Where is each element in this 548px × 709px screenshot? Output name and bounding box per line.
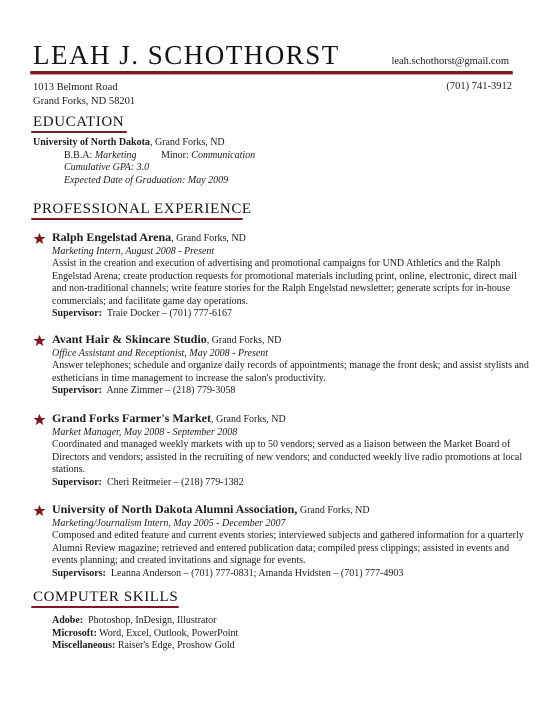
job-supervisor (52, 477, 528, 489)
job-supervisor (52, 385, 536, 397)
education-heading: EDUCATION (33, 114, 125, 130)
skill-label: Microsoft: (52, 627, 97, 639)
experience-heading: PROFESSIONAL EXPERIENCE (33, 201, 252, 217)
job-entry (52, 411, 528, 489)
skill-value: Raiser's Edge, Proshow Gold (117, 640, 235, 652)
supervisor-value: Leanna Anderson – (701) 777-0831; Amanda Hvidsten – (701) 777-4903 (110, 567, 404, 579)
job-title-line (52, 502, 534, 518)
skills-rule (31, 606, 179, 608)
job-entry (52, 502, 534, 580)
star-icon (33, 232, 46, 245)
school-location: , Grand Forks, ND (149, 137, 225, 148)
candidate-name: LEAH J. SCHOTHORST (33, 40, 340, 70)
supervisor-value: Anne Zimmer – (218) 779-3058 (106, 385, 236, 397)
degree-label: B.B.A: (64, 150, 93, 161)
experience-rule (31, 218, 243, 220)
minor-label: Minor: (161, 150, 189, 161)
job-title-line (52, 411, 528, 427)
school-name: University of North Dakota (33, 137, 150, 148)
skill-row (52, 628, 238, 641)
skill-row (52, 640, 238, 653)
skill-label: Miscellaneous: (52, 640, 116, 652)
skill-value: Word, Excel, Outlook, PowerPoint (99, 627, 239, 639)
job-title-line (52, 230, 532, 246)
address-line-1: 1013 Belmont Road (33, 82, 118, 93)
job-supervisor (52, 568, 534, 580)
skill-value: Photoshop, InDesign, Illustrator (88, 615, 217, 626)
supervisor-label: Supervisors: (52, 567, 106, 579)
supervisor-value: Cheri Reitmeier – (218) 779-1382 (107, 476, 244, 488)
employer-location: , Grand Forks, ND (206, 335, 282, 346)
degree-value: Marketing (94, 150, 137, 161)
star-icon (33, 413, 46, 426)
minor-value: Communication (191, 150, 256, 161)
skill-row (52, 615, 238, 628)
job-description: Answer telephones; schedule and organize daily records of appointments; manage the front desk; and assist stylists and estheticians in time management to increase the salon's productivity. (52, 360, 529, 384)
phone-number: (701) 741-3912 (446, 81, 512, 92)
supervisor-label: Supervisor: (52, 385, 102, 397)
job-entry (52, 332, 536, 398)
job-role: Marketing/Journalism Intern, May 2005 - December 2007 (52, 518, 286, 529)
school-line (33, 137, 225, 149)
employer-name: University of North Dakota Alumni Association, (52, 502, 298, 516)
employer-location: , Grand Forks, ND (210, 414, 286, 425)
gpa-line: Cumulative GPA: 3.0 (64, 162, 150, 173)
job-role: Marketing Intern, August 2008 - Present (52, 246, 215, 257)
supervisor-label: Supervisor: (52, 476, 102, 488)
education-rule (31, 131, 127, 133)
job-title-line (52, 332, 536, 348)
skills-list (52, 615, 238, 653)
skill-label: Adobe: (52, 615, 84, 626)
star-icon (33, 334, 46, 347)
supervisor-label: Supervisor: (52, 308, 102, 320)
graduation-line: Expected Date of Graduation: May 2009 (64, 175, 229, 186)
job-role: Office Assistant and Receptionist, May 2008 - Present (52, 348, 269, 359)
employer-location: Grand Forks, ND (297, 505, 370, 516)
mailing-address (33, 81, 135, 108)
header-rule (30, 71, 513, 74)
employer-location: , Grand Forks, ND (171, 233, 246, 244)
star-icon (33, 504, 46, 517)
skills-heading: COMPUTER SKILLS (33, 589, 179, 605)
job-description: Composed and edited feature and current events stories; interviewed subjects and gathered information for a quarterly Alumni Review magazine; retrieved and entered publication data; compiled press clippings; assisted in events and events planning; and created invitations and signage for events. (52, 530, 524, 567)
job-entry (52, 230, 532, 320)
job-description: Assist in the creation and execution of advertising and promotional campaigns for UND Athletics and the Ralph Engelstad Arena; create production requests for promotional materials including print, online, electronic, direct mail and non-traditional channels; write feature stories for the Ralph Engelstad newsletter; generate scripts for in-house commercials; and facilitate game day operations. (52, 258, 517, 307)
job-description: Coordinated and managed weekly markets with up to 50 vendors; served as a liaison between the Market Board of Directors and vendors; assisted in the recruiting of new vendors; and conducted weekly live radio promotions at local stations. (52, 439, 523, 476)
employer-name: Grand Forks Farmer's Market (52, 411, 211, 425)
employer-name: Ralph Engelstad Arena (52, 230, 172, 244)
job-role: Market Manager, May 2008 - September 2008 (52, 427, 238, 438)
address-line-2: Grand Forks, ND 58201 (33, 95, 136, 107)
degree-line (64, 150, 137, 162)
email-address: leah.schothorst@gmail.com (391, 56, 509, 67)
minor-line (161, 150, 255, 162)
employer-name: Avant Hair & Skincare Studio (52, 332, 207, 346)
job-supervisor (52, 308, 532, 320)
supervisor-value: Traie Docker – (701) 777-6167 (106, 308, 232, 320)
